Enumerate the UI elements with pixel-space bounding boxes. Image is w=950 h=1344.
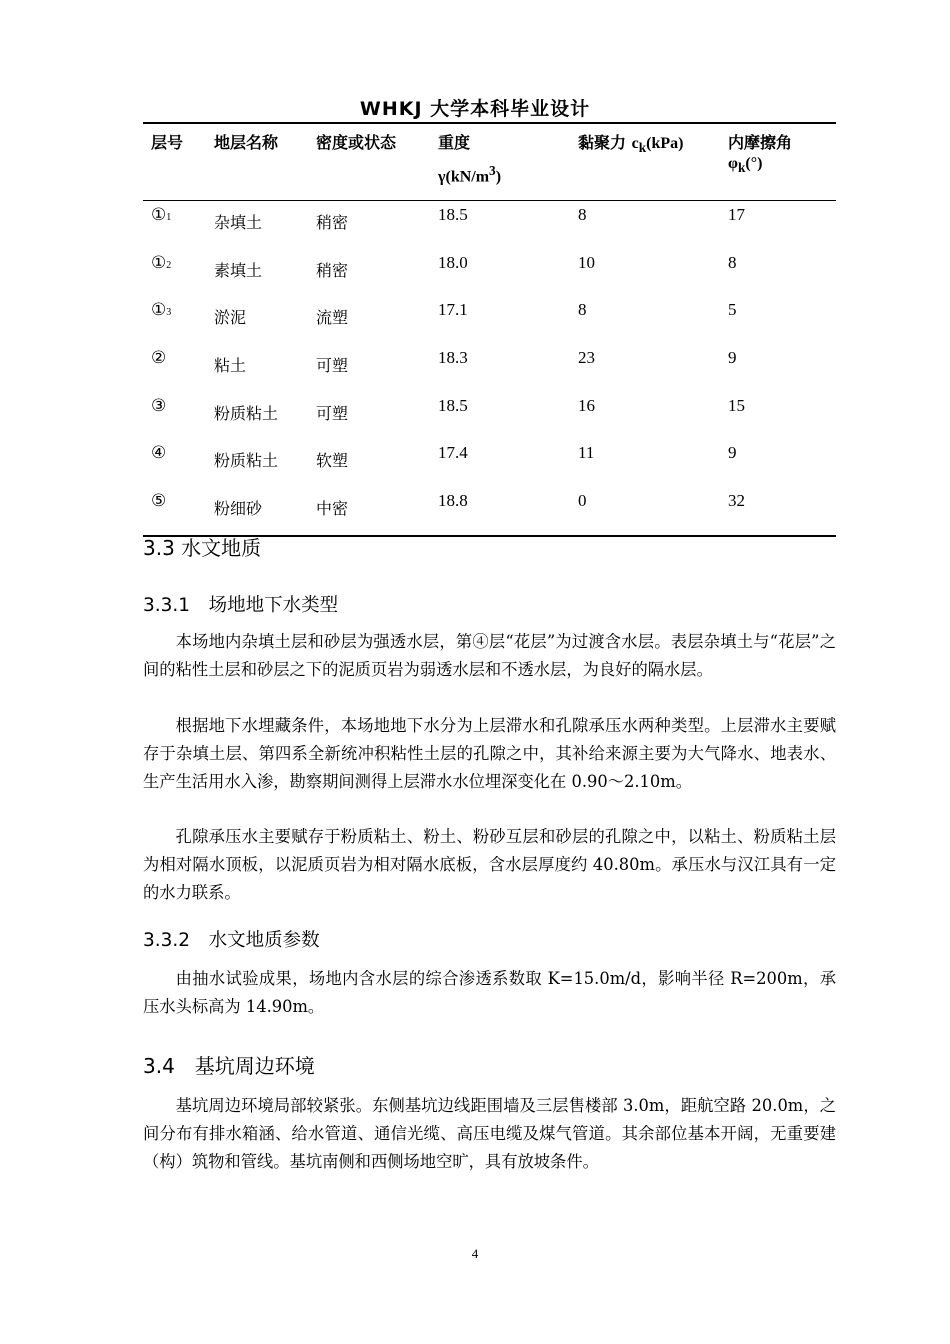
cell-density-state: 中密	[308, 487, 430, 536]
unit-weight-close: )	[495, 168, 502, 186]
section-heading-3-3: 3.3 水文地质	[143, 536, 262, 560]
header-unit-weight-label: 重度	[438, 133, 471, 152]
page-header-title: WHKJ 大学本科毕业设计	[359, 98, 591, 120]
cell-unit-weight: 18.5	[438, 205, 468, 224]
header-layer-name: 地层名称	[206, 126, 308, 201]
cell-cohesion: 10	[578, 252, 595, 272]
paragraph: 基坑周边环境局部较紧张。东侧基坑边线距围墙及三层售楼部 3.0m，距航空路 20.0m，之间分布有排水箱涵、给水管道、通信光缆、高压电缆及煤气管道。其余部位基本开阔，无重要建（构）筑物和管线。基坑南侧和西侧场地空旷，具有放坡条件。	[143, 1096, 836, 1171]
table-row	[143, 392, 836, 440]
cell-density-state: 流塑	[316, 308, 349, 328]
cell-unit-weight: 17.4	[438, 443, 468, 463]
cell-layer-name: 粉质粘土	[214, 403, 279, 423]
table-header-row	[143, 126, 836, 201]
cell-unit-weight: 17.1	[438, 300, 468, 320]
friction-symbol: φ	[728, 155, 738, 172]
cell-unit-weight: 18.5	[438, 395, 468, 415]
paragraph: 由抽水试验成果，场地内含水层的综合渗透系数取 K=15.0m/d，影响半径 R=200m，承压水头标高为 14.90m。	[143, 969, 836, 1016]
layer-no-symbol: ⑤	[151, 491, 167, 511]
cell-layer-no	[143, 439, 206, 487]
cell-cohesion: 23	[578, 348, 595, 368]
cell-friction-angle: 17	[728, 205, 745, 224]
cell-layer-name: 杂填土	[214, 213, 263, 232]
subsection-heading-3-3-1: 3.3.1 场地地下水类型	[143, 595, 339, 616]
cell-cohesion: 8	[578, 300, 587, 320]
table-row	[143, 249, 836, 297]
header-cohesion	[570, 126, 720, 201]
paragraph: 孔隙承压水主要赋存于粉质粘土、粉土、粉砂互层和砂层的孔隙之中，以粘土、粉质粘土层为相对隔水顶板，以泥质页岩为相对隔水底板，含水层厚度约 40.80m。承压水与汉江具有一定的水力联系。	[143, 827, 836, 902]
cell-layer-name: 粉质粘土	[214, 451, 279, 471]
layer-no-symbol: ①	[151, 205, 167, 224]
header-layer-no: 层号	[143, 126, 206, 201]
layer-no-symbol: ③	[151, 395, 167, 415]
cell-layer-name: 粉细砂	[206, 487, 308, 536]
layer-no-symbol: ②	[151, 348, 167, 368]
cell-layer-no	[143, 249, 206, 297]
cell-friction-angle: 8	[728, 252, 737, 272]
page-number: 4	[471, 1246, 479, 1261]
friction-sub: k	[737, 160, 746, 176]
layer-no-sub: 2	[166, 259, 172, 271]
table-row	[143, 296, 836, 344]
cell-friction-angle: 5	[728, 300, 737, 320]
cell-density-state: 软塑	[316, 451, 349, 471]
cell-friction-angle: 9	[728, 443, 737, 463]
cohesion-sub: k	[638, 140, 647, 156]
cell-layer-name: 粘土	[214, 356, 247, 376]
cohesion-label: 黏聚力	[578, 133, 632, 152]
paragraph: 根据地下水埋藏条件，本场地地下水分为上层滞水和孔隙承压水两种类型。上层滞水主要赋存于杂填土层、第四系全新统冲积粘性土层的孔隙之中，其补给来源主要为大气降水、地表水、生产生活用水入渗，勘察期间测得上层滞水水位埋深变化在 0.90～2.10m。	[143, 716, 836, 791]
header-unit-weight-unit	[438, 163, 564, 186]
layer-no-symbol: ④	[151, 443, 167, 463]
table-row	[143, 344, 836, 392]
header-friction-angle	[720, 126, 836, 201]
paragraph: 本场地内杂填土层和砂层为强透水层，第④层“花层”为过渡含水层。表层杂填土与“花层”之间的粘性土层和砂层之下的泥质页岩为弱透水层和不透水层，为良好的隔水层。	[143, 632, 836, 679]
cell-unit-weight: 18.8	[430, 487, 570, 536]
cell-density-state: 可塑	[316, 356, 349, 376]
layer-no-symbol: ①	[151, 252, 167, 272]
cell-density-state: 可塑	[316, 403, 349, 423]
friction-label: 内摩擦角	[728, 133, 793, 152]
friction-unit: (°)	[745, 155, 763, 172]
cell-unit-weight: 18.0	[438, 252, 468, 272]
cell-cohesion: 11	[578, 443, 595, 463]
subsection-heading-3-3-2: 3.3.2 水文地质参数	[143, 930, 320, 951]
cell-layer-no	[143, 487, 206, 536]
cell-friction-angle: 9	[728, 348, 737, 368]
unit-weight-sup: 3	[489, 163, 496, 178]
table-row	[143, 487, 836, 536]
layer-no-sub: 3	[166, 307, 172, 319]
cell-layer-no	[143, 392, 206, 440]
table-row	[143, 201, 836, 249]
cell-friction-angle: 32	[720, 487, 836, 536]
cell-cohesion: 16	[578, 395, 595, 415]
cell-density-state: 稍密	[316, 213, 349, 232]
unit-weight-unit-text: γ(kN/m	[438, 168, 490, 186]
header-unit-weight	[430, 126, 570, 201]
section-heading-3-4: 3.4 基坑周边环境	[143, 1054, 315, 1078]
table-row	[143, 439, 836, 487]
cell-friction-angle: 15	[728, 395, 745, 415]
cell-layer-no	[143, 296, 206, 344]
cell-layer-no	[143, 201, 206, 249]
soil-parameters-table	[143, 126, 836, 537]
cohesion-unit: (kPa)	[646, 135, 684, 152]
cell-layer-name: 素填土	[214, 260, 263, 280]
cell-cohesion: 0	[570, 487, 720, 536]
layer-no-sub: 1	[166, 212, 172, 223]
cell-cohesion: 8	[578, 205, 587, 224]
cohesion-symbol: c	[631, 135, 639, 152]
header-density-state: 密度或状态	[308, 126, 430, 201]
cell-layer-name: 淤泥	[214, 308, 247, 328]
cell-density-state: 稍密	[316, 260, 349, 280]
cell-unit-weight: 18.3	[438, 348, 468, 368]
layer-no-symbol: ①	[151, 300, 167, 320]
header-rule	[143, 122, 836, 124]
cell-layer-no	[143, 344, 206, 392]
